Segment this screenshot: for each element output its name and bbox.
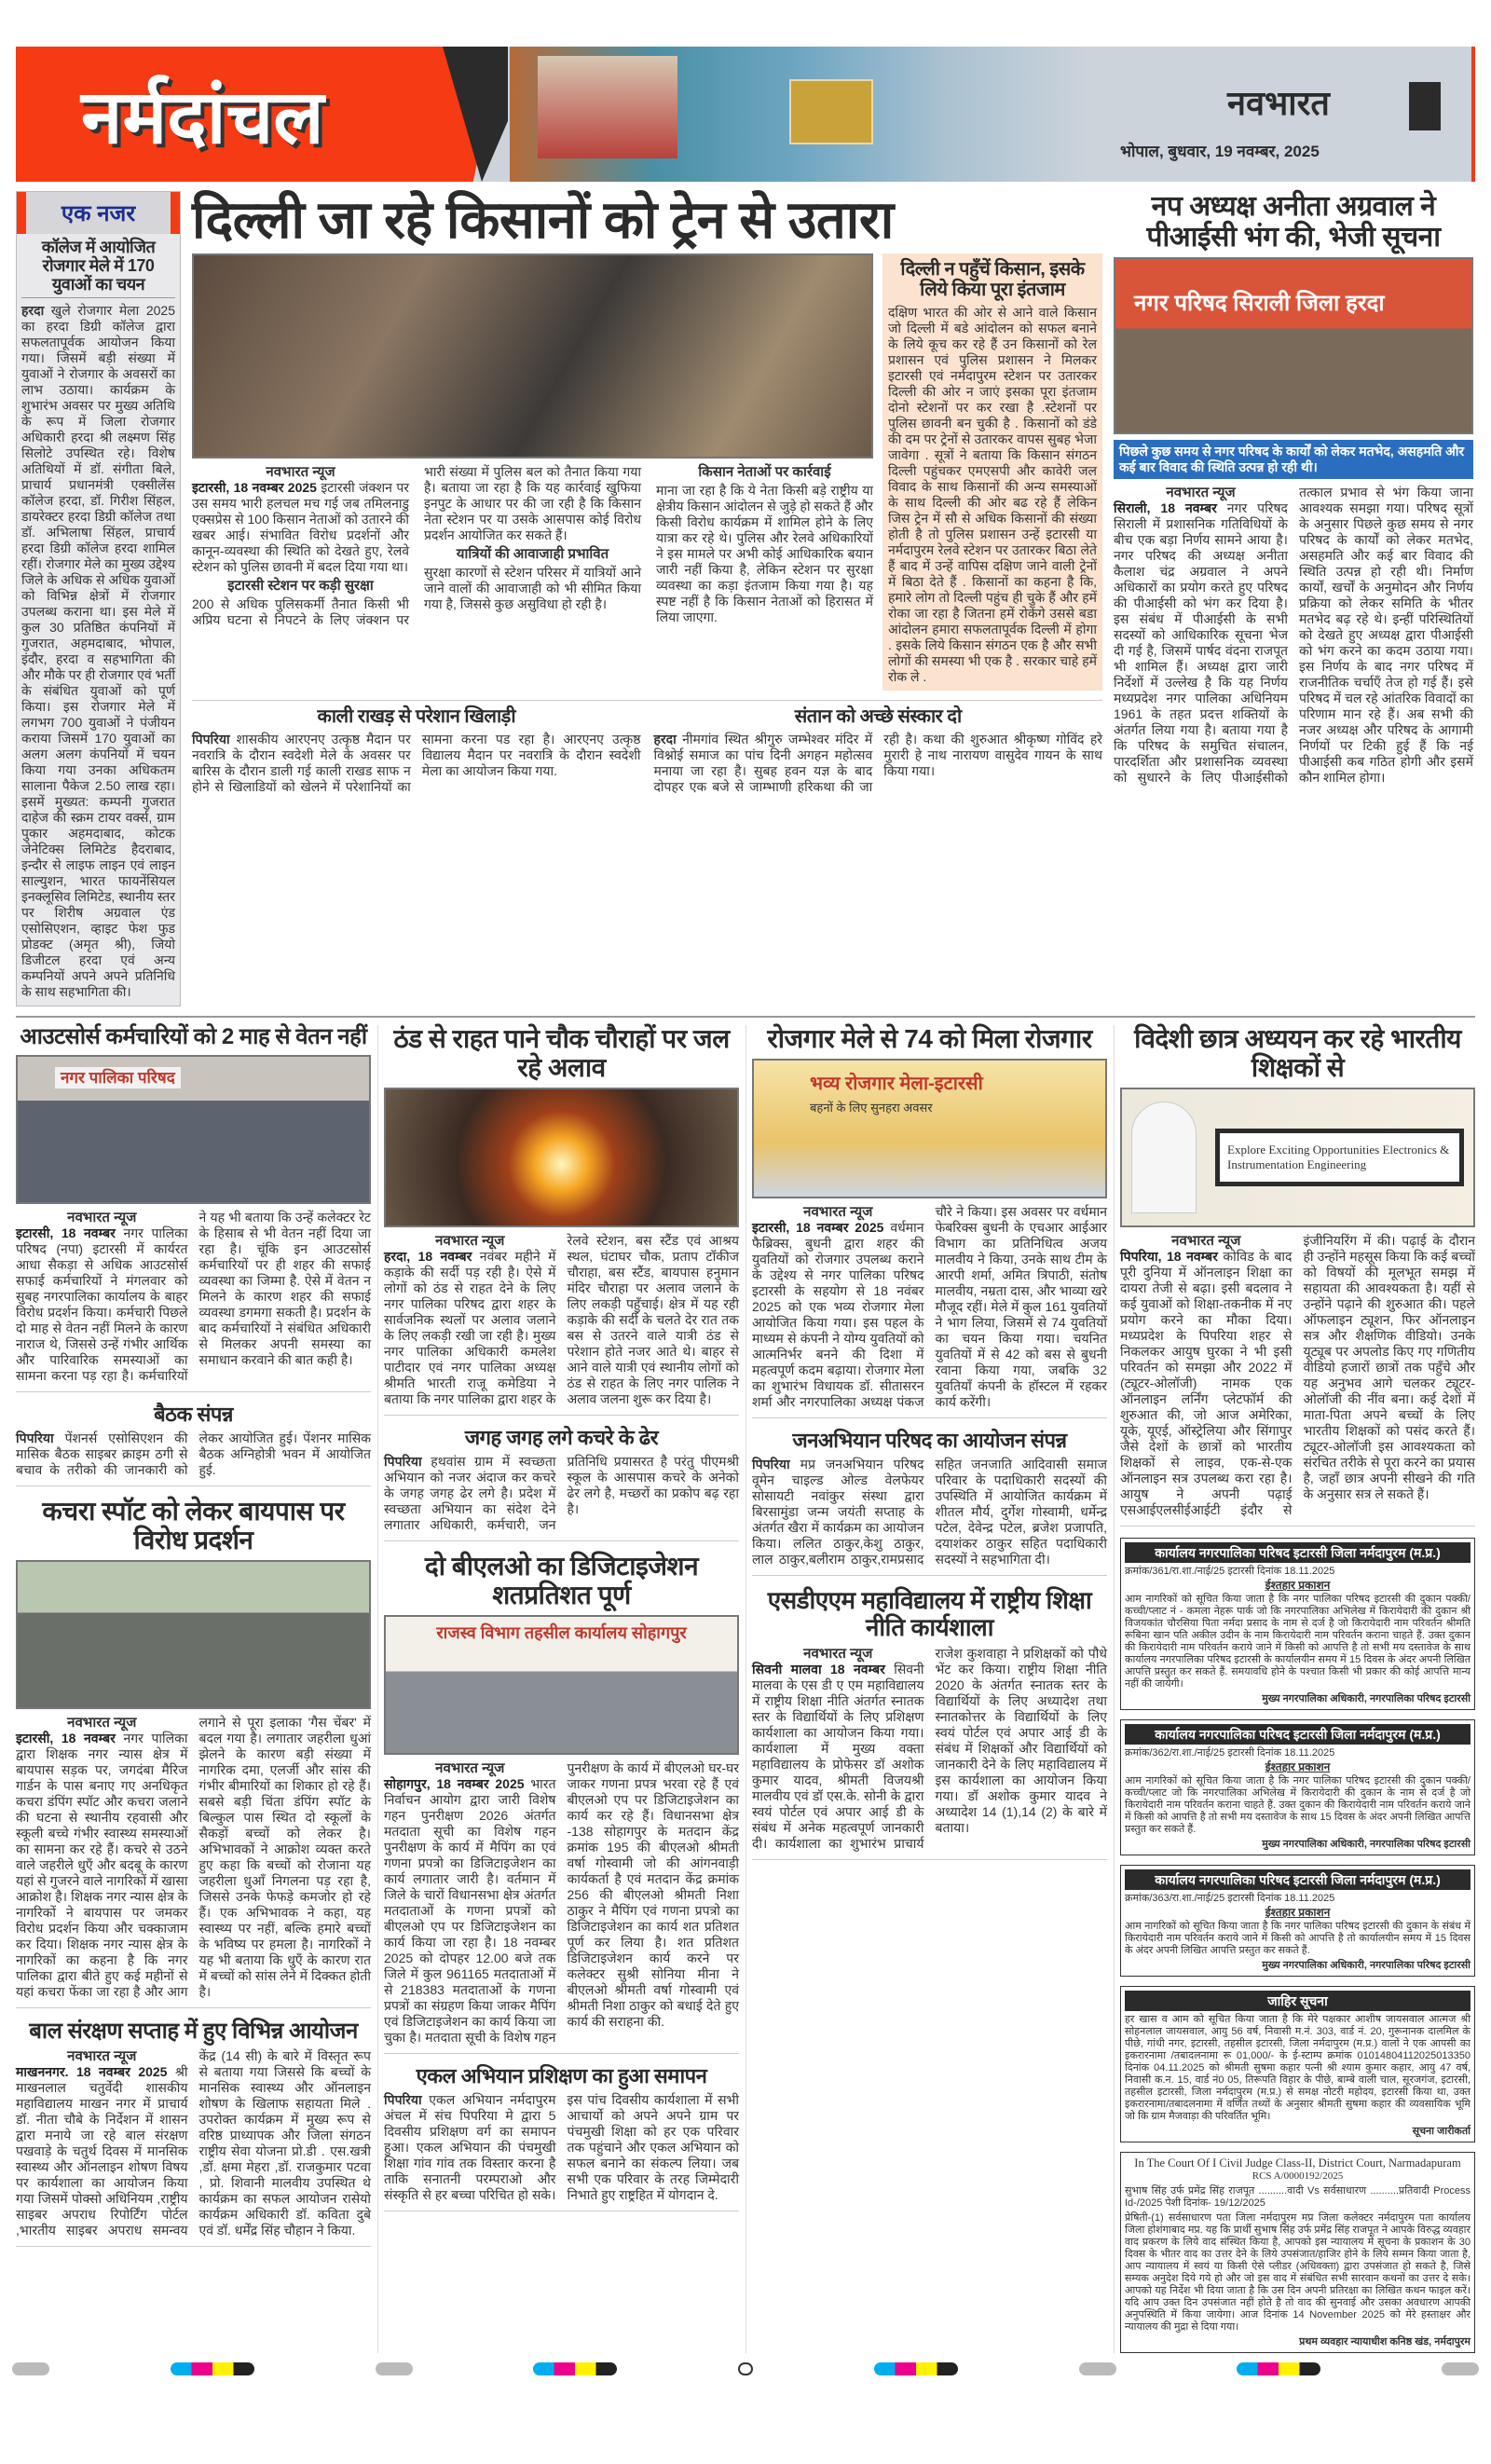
ek-najar-body: हरदा खुले रोजगार मेला 2025 का हरदा डिग्री कॉलेज द्वारा सफलतापूर्वक आयोजन किया गया। जिसमें बड़ी संख्या में युवाओं ने रोजगार के अवसरों का लाभ उठाया। कार्यक्रम के शुभारंभ अवसर पर मुख्य अतिथि के रूप में जिला रोजगार अधिकारी हरदा श्री लक्ष्मण सिंह सिलोटे उपस्थित रहे। विशेष अतिथियों में डॉ. संगीता बिले, प्राचार्य प्रधानमंत्री एक्सीलेंस कॉलेज हरदा, डॉ. गिरीश सिंहल, डायरेक्टर हरदा डिग्री कॉलेज तथा डॉ. अभिलाषा सिंहल, प्राचार्य हरदा डिग्री कॉलेज हरदा शामिल रहीं। रोजगार मेले का मुख्य उद्देश्य जिले के अधिक से अधिक युवाओं को विभिन्न क्षेत्रों में रोजगार उपलब्ध कराना था। इस मेले में कुल 30 प्रतिष्ठित कंपनियों में गुजरात, अहमदाबाद, भोपाल, इंदौर, हरदा व सहभागिता की और मौके पर ही रोजगार एवं भर्ती के संबंधित युवाओं को पूर्ण किया। इस रोजगार मेले में लगभग 700 युवाओं ने पंजीयन कराया जिसमें 170 युवाओं का अलग अलग कंपनियों में चयन किया गया उनका अधिकतम सालाना पैकेज 2.50 लाख रहा। इसमें मुख्यत: कम्पनी गुजरात दाहेज की स्क्रम टायर वर्क्स, ग्राम पुकार अहमदाबाद, कोटक जेनेटिक्स लिमिटेड हैदराबाद, इन्दौर से लाइफ लाइन एवं लाइन साल्युशन, भारत फायनेंसियल इनक्लूसिव लिमिटेड, स्थानीय स्तर पर शिरीष अग्रवाल एंड एसोसिएशन, व्हाइट फेश फुड प्रोडक्ट (अमृत श्री), जियो डिजीटल हरदा एवं अन्य कम्पनियों अपने अपने प्रतिनिधि के साथ सहभागिता की। [21,303,175,1000]
lead-body: नवभारत न्यूज इटारसी, 18 नवम्बर 2025 इटारसी जंक्शन पर उस समय भारी हलचल मच गई जब तमिलनाडु एक्सप्रेस से 100 किसान नेताओं को उतारने की खबर आई। संभावित विरोध प्रदर्शनों और कानून-व्यवस्था की स्थिति को देखते हुए, रेलवे स्टेशन को पुलिस छावनी में बदल दिया गया था। इटारसी स्टेशन पर कड़ी सुरक्षा 200 से अधिक पुलिसकर्मी तैनात किसी भी अप्रिय घटना से निपटने के लिए जंक्शन पर भारी संख्या में पुलिस बल को तैनात किया गया है। बताया जा रहा है कि यह कार्रवाई खुफिया इनपुट के आधार पर की जा रही है कि किसान नेता स्टेशन पर या उसके आसपास कोई विरोध प्रदर्शन आयोजित कर सकते हैं। यात्रियों की आवाजाही प्रभावित सुरक्षा कारणों से स्टेशन परिसर में यात्रियों आने जाने वालों की आवाजाही को भी सीमित किया गया है, जिससे कुछ असुविधा हो रही है। किसान नेताओं पर कार्रवाई माना जा रहा है कि ये नेता किसी बड़े राष्ट्रीय या क्षेत्रीय किसान आंदोलन से जुड़े हो सकते हैं और किसी विरोध कार्यक्रम में शामिल होने के लिए यात्रा कर रहे थे। पुलिस और रेलवे अधिकारियों ने इस मामले पर अभी कोई आधिकारिक बयान जारी नहीं किया है, लेकिन स्टेशन पर सुरक्षा व्यवस्था का कड़ा इंतजाम किया गया है। यह स्पष्ट नहीं है कि किसान नेताओं को हिरासत में लिया जाएगा. [192,463,873,627]
rojgar-mela-photo [752,1059,1107,1198]
pic-headline: नप अध्यक्ष अनीता अग्रवाल ने पीआईसी भंग की, भेजी सूचना [1146,191,1441,253]
outsource-workers-photo [16,1055,371,1204]
pic-story [1114,191,1473,786]
pic-story-body: नवभारत न्यूज सिराली, 18 नवम्बर नगर परिषद सिराली में प्रशासनिक गतिविधियों के बीच एक बड़ा निर्णय सामने आया है। नगर परिषद की अध्यक्ष अनीता कैलाश चंद्र अग्रवाल ने अपने अधिकारों का प्रयोग करते हुए परिषद की पीआईसी को भंग कर दिया है। इस संबंध में पीआईसी के सभी सदस्यों को आधिकारिक सूचना भेज दी गई है, जिसमें पार्षद वंदना राजपूत भी शामिल हैं। अध्यक्ष द्वारा जारी निर्देशों में उल्लेख है कि यह निर्णय मध्यप्रदेश नगर पालिका अधिनियम 1961 के तहत प्रदत्त शक्तियों के अंतर्गत लिया गया है। बताया गया है कि परिषद के समुचित संचालन, पारदर्शिता और प्रशासनिक व्यवस्था को सुधारने के लिए पीआईसीको तत्काल प्रभाव से भंग किया जाना आवश्यक समझा गया। परिषद सूत्रों के अनुसार पिछले कुछ समय से नगर परिषद के कार्यों को लेकर मतभेद, असहमति और कई बार विवाद की स्थिति उत्पन्न हो रही थी। निर्माण कार्यों, खर्चों के अनुमोदन और निर्णय प्रक्रिया को लेकर समिति के भीतर मतभेद बढ़ रहे थे। इन्हीं परिस्थितियों को देखते हुए अध्यक्ष द्वारा पीआईसी को भंग करने का कदम उठाया गया। इस निर्णय के बाद नगर परिषद में राजनीतिक चर्चाएँ तेज हो गई हैं। इसे परिषद में चल रहे आंतरिक विवादों का परिणाम मान रहे हैं। अब सभी की नजर अध्यक्ष और परिषद के आगामी निर्णयों पर टिकी हुई हैं कि नई पीआईसी कब गठित होगी और इसमें कौन शामिल होगा। [1114,485,1473,785]
baithak-body: पिपरिया पेंशनर्स एसोसिएशन की मासिक बैठक साइबर क्राइम ठगी से बचाव के तरीको की जानकारी को लेकर आयोजित हुई। पेंशनर मासिक बैठक अग्निहोत्री भवन में आयोजित हुई. [16,1430,371,1477]
ekal-body: पिपरिया एकल अभियान नर्मदापुरम अंचल में संच पिपरिया मे द्वारा 5 दिवसीय प्रशिक्षण वर्ग का समापन हुआ। एकल अभियान की पंचमुखी शिक्षा गांव गांव तक विस्तार करना है ताकि सनातनी परम्पराओ और संस्कृति से हर बच्चा परिचित हो सके। इस पांच दिवसीय कार्यशाला में सभी आचार्यो को अपने अपने ग्राम पर पंचमुखी शिक्षा को हर एक परिवार तक पहुंचाने और एकल अभियान को सफल बनाने का संकल्प लिया। जब सभी एक परिवार के तरह जिम्मेदारी निभाते हुए राष्ट्रहित में योगदान दे. [384,2091,739,2202]
paper-name: नवभारत [1227,84,1330,122]
lead-story [192,253,873,628]
color-bar [874,2362,958,2375]
bal-headline: बाल संरक्षण सप्ताह में हुए विभिन्न आयोजन [29,2018,358,2044]
blo-story [384,1553,739,2054]
farmers-train-photo [192,253,873,459]
lead-bottom-briefs [192,700,1102,795]
thand-body: नवभारत न्यूज हरदा, 18 नवम्बर नवंबर महीने में कड़ाके की सर्दी पड़ रही है। ऐसे में लोगों को ठंड से राहत देने के लिए नगर पालिका परिषद द्वारा शहर के सार्वजनिक स्थलों पर अलाव जलाने के लिए लकड़ी रखी जा रही है। मुख्य नगर पालिका अधिकारी कमलेश पाटीदार एवं नगर पालिका अध्यक्ष श्रीमति भारती राजू कमेडिया ने बताया कि नगर पालिका द्वारा शहर के रेलवे स्टेशन, बस स्टैंड एवं आश्रय स्थल, घंटाघर चौक, प्रताप टॉकीज चौराहा, बस स्टैंड, बायपास हनुमान मंदिर चौराहा पर अलाव जलाने के लिए लकड़ी पहुँचाई। क्षेत्र में यह रही कड़ाके की सर्दी के चलते देर रात तक बस से उतरने वाले यात्री ठंड से परेशान होते नजर आते थे। बाहर से आने वाले यात्री एवं स्थानीय लोगों को ठंड से राहत के लिए नगर पालिक ने अलाव जलना शुरू कर दिया है। [384,1232,739,1406]
protest-photo [16,1560,371,1709]
seminar-photo [1120,1088,1475,1227]
banner-title: भव्य रोजगार मेला-इटारसी [810,1074,983,1095]
ek-najar-box [16,191,181,1006]
videshi-body: नवभारत न्यूज पिपरिया, 18 नवम्बर कोविड के बाद पूरी दुनिया में ऑनलाइन शिक्षा का दायरा तेजी से बढ़ा। इसी बदलाव ने कई युवाओं को शिक्षा-तकनीक में नए प्रयोग करने का मौका दिया। मध्यप्रदेश के पिपरिया शहर से निकलकर आयुष घुरका ने भी इसी परिवर्तन को समझा और 2022 में (ट्यूटर-ओलॉजी) नामक एक ऑनलाइन लर्निंग प्लेटफॉर्म की शुरुआत की, जो आज अमेरिका, यूके, यूएई, ऑस्ट्रेलिया और सिंगापुर जैसे देशों के छात्रों को भारतीय शिक्षकों से लाइव, एक-से-एक ऑनलाइन सत्र उपलब्ध करा रहा है। आयुष ने अपनी पढ़ाई एसआईएलसीईआईटी इंदौर से इंजीनियरिंग में की। पढ़ाई के दौरान ही उन्होंने महसूस किया कि कई बच्चों को विषयों की मूलभूत समझ में सहायता की आवश्यकता है। यहीं से उन्होंने पढ़ाने की शुरुआत की। पहले ऑफलाइन ट्यूशन, फिर ऑनलाइन सत्र और शैक्षणिक वीडियो। उनके यूट्यूब पर अपलोड किए गए गणितीय वीडियो हजारों छात्रों तक पहुँचे और यह अनुभव आगे चलकर ट्यूटर-ओलॉजी की नींव बना। कई देशों में माता-पिता अपने बच्चों के लिए भारतीय शिक्षकों को पसंद करते हैं। ट्यूटर-ओलॉजी इस आवश्यकता को संरचित तरीके से पूरा करने का प्रयास है, जहाँ छात्र अपनी सीखने की गति के अनुसार सत्र ले सकते हैं। [1120,1232,1475,1517]
bonfire-photo [384,1088,739,1227]
santan-body: हरदा नीमगांव स्थित श्रीगुरु जम्भेश्वर मंदिर में विश्नोई समाज का पांच दिनी अगहन महोत्सव मनाया जा रहा है। सुबह हवन यज्ञ के बाद दोपहर एक बजे से जाम्भाणी हरिकथा की जा रही है। कथा की शुरुआत श्रीकृष्ण गोविंद हरे मुरारी हे नाथ नारायण वासुदेव गायन के साथ किया गया। [653,731,1102,794]
speaker-figure [1131,1102,1197,1213]
thand-headline: ठंड से राहत पाने चौक चौराहों पर जल रहे अलाव [393,1024,730,1083]
crosshair-mark [738,2362,753,2375]
lead-sidebar-box [882,253,1102,691]
kachra-body: नवभारत न्यूज इटारसी, 18 नवम्बर नगर पालिका द्वारा शिक्षक नगर न्यास क्षेत्र में बायपास सड़क पर, जगदंबा मैरिज गार्डन के पास बनाए गए अनधिकृत कचरा डंपिंग स्पॉट और कचरा जलाने की घटना से स्थानीय रहवासी और स्कूली बच्चे गंभीर स्वास्थ्य समस्याओं का सामना कर रहे हैं। कचरे से उठने वाले जहरीले धुएँ और बदबू के कारण यहां से गुजरने वाले नागरिकों में खासा आक्रोश है। शिक्षक नगर न्यास क्षेत्र के नागरिकों ने बायपास पर जमकर विरोध प्रदर्शन किया और चक्काजाम कर दिया। शिक्षक नगर न्यास क्षेत्र के नागरिकों का कहना है कि नगर पालिका द्वारा बीते हुए कई महीनों से यहां कचरा फेंका जा रहा है और आग लगाने से पूरा इलाका 'गैस चेंबर' में बदल गया है। लगातार जहरीला धुआं झेलने के कारण बड़ी संख्या में नागरिक दमा, एलर्जी और सांस की गंभीर बीमारियों का शिकार हो रहे हैं। सबसे बड़ी चिंता डंपिंग स्पॉट के बिल्कुल पास स्थित दो स्कूलों के सैकड़ों बच्चों को लेकर है। अभिभावकों ने आक्रोश व्यक्त करते हुए कहा कि बच्चों को रोजाना यह जहरीला धुआँ निगलना पड़ रहा है, जिससे उनके फेफड़े कमजोर हो रहे हैं। एक अभिभावक ने कहा, यह स्वास्थ्य पर नहीं, बल्कि हमारे बच्चों के भविष्य पर हमला है। नागरिकों ने यह भी बताया कि धुएँ के कारण रात में बच्चों को सांस लेने में दिक्कत होती है। [16,1714,371,1999]
janabhiyan-headline: जनअभियान परिषद का आयोजन संपन्न [792,1429,1067,1453]
videshi-story [1120,1025,1475,1526]
paper-logo-block [1409,82,1441,130]
lead-layout [192,253,1102,691]
presentation-screen [1215,1129,1464,1186]
outsource-body: नवभारत न्यूज इटारसी, 18 नवम्बर नगर पालिका परिषद (नपा) इटारसी में कार्यरत आधा सैकड़ा से अधिक आउटसोर्स सफाई कर्मचारियों ने मंगलवार को सुबह नगरपालिका कार्यालय के बाहर विरोध प्रदर्शन किया। कर्मचारी पिछले दो माह से वेतन नहीं मिलने के कारण नाराज थे, जिससे उन्हें गंभीर आर्थिक और पारिवारिक समस्याओं का सामना करना पड़ रहा है। कर्मचारियों ने यह भी बताया कि उन्हें कलेक्टर रेट के हिसाब से भी वेतन नहीं दिया जा रहा है। चूंकि इन आउटसोर्स कर्मचारियों पर ही शहर की सफाई व्यवस्था का जिम्मा है. ऐसे में वेतन न मिलने के कारण शहर की सफाई व्यवस्था डगमगा सकती है। प्रदर्शन के बाद कर्मचारियों ने संबंधित अधिकारी से मिलकर अपनी समस्या का समाधान करवाने की बात कही है। [16,1209,371,1383]
blo-body: नवभारत न्यूज सोहागपुर, 18 नवम्बर 2025 भारत निर्वाचन आयोग द्वारा जारी विशेष गहन पुनरीक्षण 2026 अंतर्गत मतदाता सूची का विशेष गहन पुनरीक्षण के कार्य में मैपिंग का एवं गणना प्रपत्रो का डिजिटाइजेशन का कार्य लगातार जारी है। वर्तमान में जिले के चारों विधानसभा क्षेत्र अंतर्गत मतदाताओं के गणना प्रपत्रों को बीएलओ एप पर डिजिटाइजेशन का कार्य किया जा रहा है। 18 नवम्बर 2025 को दोपहर 12.00 बजे तक जिले में कुल 961165 मतदाताओं में से 218383 मतदाताओं के गणना प्रपत्रों का संग्रहण किया जाकर मैपिंग एवं डिजिटाइजेशन का कार्य किया जा चुका है। मतदाता सूची के विशेष गहन पुनरीक्षण के कार्य में बीएलओ घर-घर जाकर गणना प्रपत्र भरवा रहे हैं एवं बीएलओ एप पर डिजिटाइजेशन का कार्य कर रहे हैं। विधानसभा क्षेत्र -138 सोहागपुर के मतदान केंद्र क्रमांक 195 की बीएलओ श्रीमती वर्षा गोस्वामी जो की आंगनवाड़ी कार्यकर्ता है एवं मतदान केंद्र क्रमांक 256 की बीएलओ श्रीमती निशा ठाकुर ने मैपिंग एवं गणना प्रपत्रो का डिजिटाइजेशन का कार्य शत प्रतिशत पूर्ण कर लिया है। शत प्रतिशत डिजिटाइजेशन कार्य करने पर कलेक्टर सुश्री सोनिया मीना ने बीएलओ श्रीमती वर्षा गोस्वामी एवं श्रीमती निशा ठाकुर को बधाई देते हुए कार्य की सराहना की. [384,1759,739,2045]
rojgar-body: नवभारत न्यूज इटारसी, 18 नवम्बर 2025 वर्धमान फैब्रिक्स, बुधनी द्वारा शहर की युवतियों को रोजगार उपलब्ध कराने के उद्देश्य से नगर पालिका परिषद इटारसी के सहयोग से 18 नवंबर 2025 को एक भव्य रोजगार मेला आयोजित किया गया। इस पहल के माध्यम से कंपनी ने योग्य युवतियों को आत्मनिर्भर बनने की दिशा में महत्वपूर्ण कदम बढ़ाया। रोजगार मेला का शुभारंभ विधायक डॉ. सीतासरन शर्मा और नगरपालिका अध्यक्ष पंकज चौरे ने किया। इस अवसर पर वर्धमान फेबरिक्स बुधनी के एचआर आईआर विभाग का प्रतिनिधित्व अजय मालवीय ने किया, उनके साथ टीम के आरपी शर्मा, अमित त्रिपाठी, संतोष मालवीय, नम्रता दास, और भाव्या खरे मौजूद रहीं। मेले में कुल 161 युवतियों ने भाग लिया, जिसमें से 74 युवतियों का चयन किया गया। चयनित युवतियों में से 42 को बस से बुधनी रवाना किया गया, जबकि 32 युवतियाँ कंपनी के हॉस्टल में रहकर कार्य करेंगी। [752,1204,1107,1410]
videshi-headline: विदेशी छात्र अध्ययन कर रहे भारतीय शिक्षकों से [1134,1024,1461,1083]
banner-subtitle: बहनों के लिए सुनहरा अवसर [810,1101,933,1116]
masthead [16,47,1475,182]
sdam-headline: एसडीएएम महाविद्यालय में राष्ट्रीय शिक्षा नीति कार्यशाला [767,1586,1092,1641]
narmada-ghat-photo [510,47,1087,182]
baithak-headline: बैठक संपन्न [154,1402,233,1426]
screen-title: Explore Exciting Opportunities Electronics & Instrumentation Engineering [1227,1142,1450,1171]
temple-shape [538,56,677,158]
kachre-dher-story [384,1427,739,1541]
kachra-story [16,1498,371,2008]
sidebar-headline: दिल्ली न पहुँचें किसान, इसके लिये किया पूरा इंतजाम [900,258,1085,300]
rajasv-vibhag-photo [384,1615,739,1755]
sdam-body: नवभारत न्यूज सिवनी मालवा 18 नवम्बर सिवनी मालवा के एस डी ए एम महाविद्यालय में राष्ट्रीय शिक्षा नीति अंतर्गत स्नातक स्तर के विद्यार्थियों के लिए प्रशिक्षण कार्यशाला का आयोजन किया गया। कार्यशाला में मुख्य वक्ता महाविद्यालय के प्रोफेसर डॉ अशोक कुमार यादव, श्रीमती विजयश्री मालवीय एवं डॉ एस.के. सोनी के द्वारा स्वयं पोर्टल एवं अपार आई डी के संबंध में अनेक महत्वपूर्ण जानकारी दी। कार्यशाला का शुभारंभ प्राचार्य राजेश कुशवाहा ने प्रशिक्षकों को पौधे भेंट कर किया। राष्ट्रीय शिक्षा नीति 2020 के अंतर्गत स्नातक स्तर के विद्यार्थियों के लिए अध्यादेश तथा स्नातकोत्तर के विद्यार्थियों के लिए स्वयं पोर्टल एवं अपार आई डी के संबंध में शिक्षकों और विद्यार्थियों को जानकारी देने के लिए महाविद्यालय में इस कार्यशाला का आयोजन किया गया। डॉ अशोक कुमार यादव ने अध्यादेश 14 (1),14 (2) के बारे में बताया। [752,1645,1107,1851]
registration-mark [1079,2362,1116,2375]
bal-story [16,2019,371,2247]
public-notice-3: कार्यालय नगरपालिका परिषद इटारसी जिला नर्मदापुरम (म.प्र.) क्रमांक/363/रा.शा./नाई/25 इटारसी दिनांक 18.11.2025 ईश्तहार प्रकाशन आम नागरिकों को सूचित किया जाता है कि नगर पालिका परिषद इटारसी की दुकान के संबंध में किरायेदारी नाम परिवर्तन कराये जाने में किसी को आपत्ति है तो कार्यालयीन समय में 15 दिवस के अंदर अपनी लिखित आपत्ति प्रस्तुत कर सकते हैं. मुख्य नगरपालिका अधिकारी, नगरपालिका परिषद इटारसी [1120,1865,1475,1977]
boat-shape [789,79,873,144]
color-bar [1237,2362,1320,2375]
photo-signboard-text: राजस्व विभाग तहसील कार्यालय सोहागपुर [436,1622,687,1642]
outsource-story [16,1025,371,1391]
registration-mark [12,2362,49,2375]
santan-headline: संतान को अच्छे संस्कार दो [794,705,962,727]
bal-body: नवभारत न्यूज माखननगर. 18 नवम्बर 2025 श्री माखनलाल चतुर्वेदी शासकीय महाविद्यालय माखन नगर में प्राचार्य डॉ. नीता चौबे के निर्देशन में शासन द्वारा मनाये जा रहे बाल संरक्षण पखवाड़े के चतुर्थ दिवस में मानसिक स्वास्थ्य और ऑनलाइन शोषण विषय पर कार्यशाला का आयोजन किया गया जिसमें पोक्सो अधिनियम ,राष्ट्रीय साइबर अपराध रिपोर्टिंग पोर्टल ,भारतीय साइबर अपराध समन्वय केंद्र (14 सी) के बारे में विस्तृत रूप से बताया गया जिससे कि बच्चों के मानसिक स्वास्थ्य और ऑनलाइन शोषण के खिलाफ सहायता मिले . उपरोक्त कार्यक्रम में मुख्य रूप से वरिष्ठ प्राध्यापक और जिला संगठन राष्ट्रीय सेवा योजना प्रो.डी . एस.खत्री ,डॉ. क्षमा मेहरा ,डॉ. राजकुमार पटवा , प्रो. शिवानी मालवीय उपस्थित थे कार्यक्रम का सफल आयोजन रासेयो कार्यक्रम अधिकारी डॉ. कविता दुबे एवं डॉ. धर्मेंद्र सिंह चौहान ने किया. [16,2047,371,2238]
issue-dateline: भोपाल, बुधवार, 19 नवम्बर, 2025 [1120,143,1320,160]
color-bar [533,2362,617,2375]
sdam-story [752,1587,1107,1859]
kali-rakhad-headline: काली राखड़ से परेशान खिलाड़ी [317,705,516,727]
photo-signboard-text: नगर परिषद सिराली जिला हरदा [1134,291,1385,316]
kachre-dher-body: पिपरिया हथवांस ग्राम में स्वच्छता अभियान को नजर अंदाज कर कचरे के जगह जगह ढेर लगे है। प्रदेश में स्वच्छता अभियान का संदेश देने लगातार अधिकारी, कर्मचारी, जन प्रतिनिधि प्रयासरत है परंतु पीएमश्री स्कूल के आसपास कचरे के अनेको ढेर लगे है, मच्छरों का प्रकोप बढ़ रहा है। [384,1454,739,1533]
lead-section [192,191,1102,795]
jahir-suchna-notice: जाहिर सूचना हर खास व आम को सूचित किया जाता है कि मेरे पक्षकार आशीष जायसवाल आत्मज श्री सोहनलाल जायसवाल, आयु 56 वर्ष, निवासी म.नं. 303, वार्ड नं. 20, गुरूनानक दालमिल के पीछे, गांधी नगर, इटारसी, तहसील इटारसी, जिला नर्मदापुरम (म.प्र.) वालों ने एक आपसी का इकरारनामा /तबादलनामा रू 01,000/- के ई-स्टाम्प क्रमांक 01014804112025013350 दिनांक 04.11.2025 को श्रीमती सुषमा कहार पत्नी श्री श्याम कुमार कहार, आयु 47 वर्ष, निवासी क.न. 15, वार्ड नं0 05, तिरूपति विहार के पीछे, बाम्बे वाली चाल, सूरजगंज, इटारसी, तहसील इटारसी, जिला नर्मदापुरम (म.प्र.) से समक्ष नोटरी महोदय, इटारसी किया था, उक्त इकरारनामा/तबादलनामा में वर्णित तथ्यों के अनुसार श्रीमती सुषमा कहार की व्यवसायिक भूमि जो कि ग्राम मैजवाड़ा की परिवर्तित भूमि। सूचना जारीकर्ता [1120,1986,1475,2142]
blo-headline: दो बीएलओ का डिजिटाइजेशन शतप्रतिशत पूर्ण [424,1552,699,1609]
rojgar-story [752,1025,1107,1418]
registration-mark [1442,2362,1479,2375]
outsource-headline: आउटसोर्स कर्मचारियों को 2 माह से वेतन नहीं [20,1024,367,1050]
public-notice-1: कार्यालय नगरपालिका परिषद इटारसी जिला नर्मदापुरम (म.प्र.) क्रमांक/361/रा.शा./नाई/25 इटारसी दिनांक 18.11.2025 ईश्तहार प्रकाशन आम नागरिकों को सूचित किया जाता है कि नगर पालिका परिषद इटारसी की दुकान पक्की/कच्ची/प्लाट नं - कमला नेहरू पार्क जो कि नगरपालिका अभिलेख में किरायेदारी की दुकान श्री विजयकांत चौरसिया पिता नर्मदा प्रसाद के नाम से दर्ज है जो किरायेदारी नाम परिवर्तन श्रीमति रूबिना खान पति अकील उदीन के नाम किरायेदारी नाम परिवर्तन कराना चाहते हैं. उक्त दुकान की किरायेदारी नाम परिवर्तन कराये जाने में किसी को आपत्ति है तो सभी मय दस्तावेज के साथ कार्यालय नगरपालिका परिषद इटारसी के कार्यालयीन समय में 15 दिवस के अंदर अपनी लिखित आपत्ति प्रस्तुत कर सकते हैं. समयावधि होने के पश्चात किसी भी प्रकार की कोई आपत्ति मान्य नहीं की जायेगी। मुख्य नगरपालिका अधिकारी, नगरपालिका परिषद इटारसी [1120,1538,1475,1710]
kachra-headline: कचरा स्पॉट को लेकर बायपास पर विरोध प्रदर्शन [42,1496,345,1554]
kali-rakhad-body: पिपरिया शासकीय आरएनए उत्कृष्ठ मैदान पर नवरात्रि के दौरान स्वदेशी मेले के अवसर पर बारिस के दौरान डाली गई काली राखड साफ न होने से खिलाडियों को खेलने में परेशानियों का सामना करना पड रहा है। आरएनए उत्कृष्ठ विद्यालय मैदान पर नवरात्रि के दौरान स्वदेशी मेला का आयोजन किया गया. [192,731,641,794]
baithak-story [16,1403,371,1486]
sidebar-body: दक्षिण भारत की ओर से आने वाले किसान जो दिल्ली में बडे आंदोलन को सफल बनाने के लिये कूच कर रहे हैं उन किसानों को रेल प्रशासन एवं पुलिस प्रशासन ने मिलकर इटारसी एवं नर्मदापुरम स्टेशन पर उतारकर दिल्ली की ओर न जाएं इसका पूरा इंतजाम दोनो स्टेशनों पर कर रखा है .स्टेशनों पर पुलिस छावनी बन चुकी है . किसानों को डंडे की दम पर ट्रेनों से उतारकर वापस सुबह भेजा जावेगा . सूत्रों ने बताया कि किसान संगठन दिल्ली पहुंचकर एमएसपी और कावेरी जल विवाद के साथ किसानों की अन्य समस्याओं के साथ दिल्ली की ओर बढ रहे हैं लेकिन जिस ट्रेन में सौ से अधिक किसानों की संख्या होती है तो पुलिस प्रशासन उन्हें इटारसी या नर्मदापुरम रेलवे स्टेशन पर उतारकर बिठा लेते हैं बाद में उन्हें वापिस दक्षिण जाने वाली ट्रेनों में बिठा देते हैं . किसानों का कहना है कि, हमारे लोग तो दिल्ली पहुंच ही चुके हैं और हमें रोका जा रहा है जितना हमें रोकेंगे उससे बडा आंदोलन हमारा सफलतापूर्वक दिल्ली में होगा . इसके लिये किसान संगठन एक है और सभी लोगों की समस्या भी एक है . सरकार चाहे हमें रोक ले . [888,304,1097,684]
janabhiyan-body: पिपरिया मप्र जनअभियान परिषद वूमेन चाइल्ड ओल्ड वेलफेयर सोसायटी नवांकुर संस्था द्वारा बिरसामुंडा जन्म जयंती सप्ताह के अंतर्गत खैरा में कार्यक्रम का आयोजन किया। ललित ठाकुर,केशु ठाकुर, लाल ठाकुर,बलीराम ठाकुर,रामप्रसाद सहित जनजाति आदिवासी समाज परिवार के पदाधिकारी सदस्यों की उपस्थिति में आयोजित कार्यक्रम में शीतल मौर्य, दुर्गेश गोस्वामी, धर्मेन्द्र पटेल, देवेन्द्र पटेल, ब्रजेश प्रजापति, दयाशंकर ठाकुर सहित पदाधिकारी सदस्यों ने सहभागिता दी। [752,1457,1107,1567]
lead-headline: दिल्ली जा रहे किसानों को ट्रेन से उतारा [192,190,894,249]
thand-story [384,1025,739,1416]
registration-mark [376,2362,413,2375]
rojgar-headline: रोजगार मेले से 74 को मिला रोजगार [767,1024,1092,1054]
court-notice: In The Court Of I Civil Judge Class-II, District Court, Narmadapuram RCS A/0000192/2025 सुभाष सिंह उर्फ प्रमेंद्र सिंह राजपूत ..........वादी Vs सर्वसाधारण ..........प्रतिवादी Process Id-/2025 पेशी दिनांक- 19/12/2025 प्रेषिती-(1) सर्वसाधारण पता जिला नर्मदापुरम मप्र जिला कलेक्टर नर्मदापुरम पता कार्यालय जिला होशंगाबाद मप्र. यह कि प्रार्थी सुभाष सिंह उर्फ प्रमेंद्र सिंह राजपूत ने आपके विरुद्ध व्यवहार वाद प्रकरण के लिये वाद संस्थित किया है, आपको इस न्यायालय में सूचना के प्रकाशन के 30 दिवस के भीतर वाद का उत्तर देने के लिये उपसंजात/हाजिर होने के लिये सम्मन किया जाता है, आप न्यायालय में स्वयं या किसी ऐसे प्लीडर (अधिवक्ता) द्वारा उपसंजात हो सकते है, जिसे सम्यक अनुदेश दिये गये हो और जो इस वाद में संबंधित सभी सारवान कथनों का उत्तर दे सके। आपको यह निर्देश भी दिया जाता है कि उस दिन अपनी प्रतिरक्षा का लिखित कथन फाइल करें। यदि आप उक्त दिन उपसंजात नहीं होते है तो वाद की सुनवाई और उसका अवधारण आपकी अनुपस्थिति में किया जायेगा। आज दिनांक 14 November 2025 को मेरे हस्ताक्षर और न्यायालय की मुद्रा से दिया गया। प्रथम व्यवहार न्यायाधीश कनिष्ठ खंड, नर्मदापुरम [1120,2152,1475,2353]
nagar-parishad-photo [1114,257,1473,434]
kachre-dher-headline: जगह जगह लगे कचरे के ढेर [464,1425,659,1449]
ek-najar-headline: कॉलेज में आयोजित रोजगार मेले में 170 युवाओं का चयन [21,239,175,298]
ek-najar-label: एक नजर [17,192,180,234]
kali-rakhad-story [192,706,641,795]
section-title: नर्मदांचल [81,75,324,158]
color-bar [171,2362,254,2375]
ekal-headline: एकल अभियान प्रशिक्षण का हुआ समापन [416,2063,707,2088]
lower-section [16,1016,1475,2353]
photo-signboard-text: नगर पालिका परिषद [55,1067,181,1088]
print-marks [0,2353,1491,2387]
public-notice-2: कार्यालय नगरपालिका परिषद इटारसी जिला नर्मदापुरम (म.प्र.) क्रमांक/362/रा.शा./नाई/25 इटारसी दिनांक 18.11.2025 ईश्तहार प्रकाशन आम नागरिकों को सूचित किया जाता है कि नगर पालिका परिषद इटारसी की दुकान पक्की/कच्ची/प्लाट जो कि नगरपालिका अभिलेख में किरायेदारी की दुकान के नाम से दर्ज है जो किरायेदारी नाम परिवर्तन कराना चाहते हैं. उक्त दुकान की किरायेदारी नाम परिवर्तन कराये जाने में किसी को आपत्ति है तो सभी मय दस्तावेज के साथ 15 दिवस के अंदर अपनी लिखित आपत्ति प्रस्तुत कर सकते हैं. मुख्य नगरपालिका अधिकारी, नगरपालिका परिषद इटारसी [1120,1719,1475,1855]
dateline: हरदा [21,303,45,319]
santan-story [654,706,1103,795]
pullquote: पिछले कुछ समय से नगर परिषद के कार्यों को लेकर मतभेद, असहमति और कई बार विवाद की स्थिति उत्पन्न हो रही थी। [1114,440,1473,479]
ekal-story [384,2065,739,2211]
janabhiyan-story [752,1430,1107,1576]
